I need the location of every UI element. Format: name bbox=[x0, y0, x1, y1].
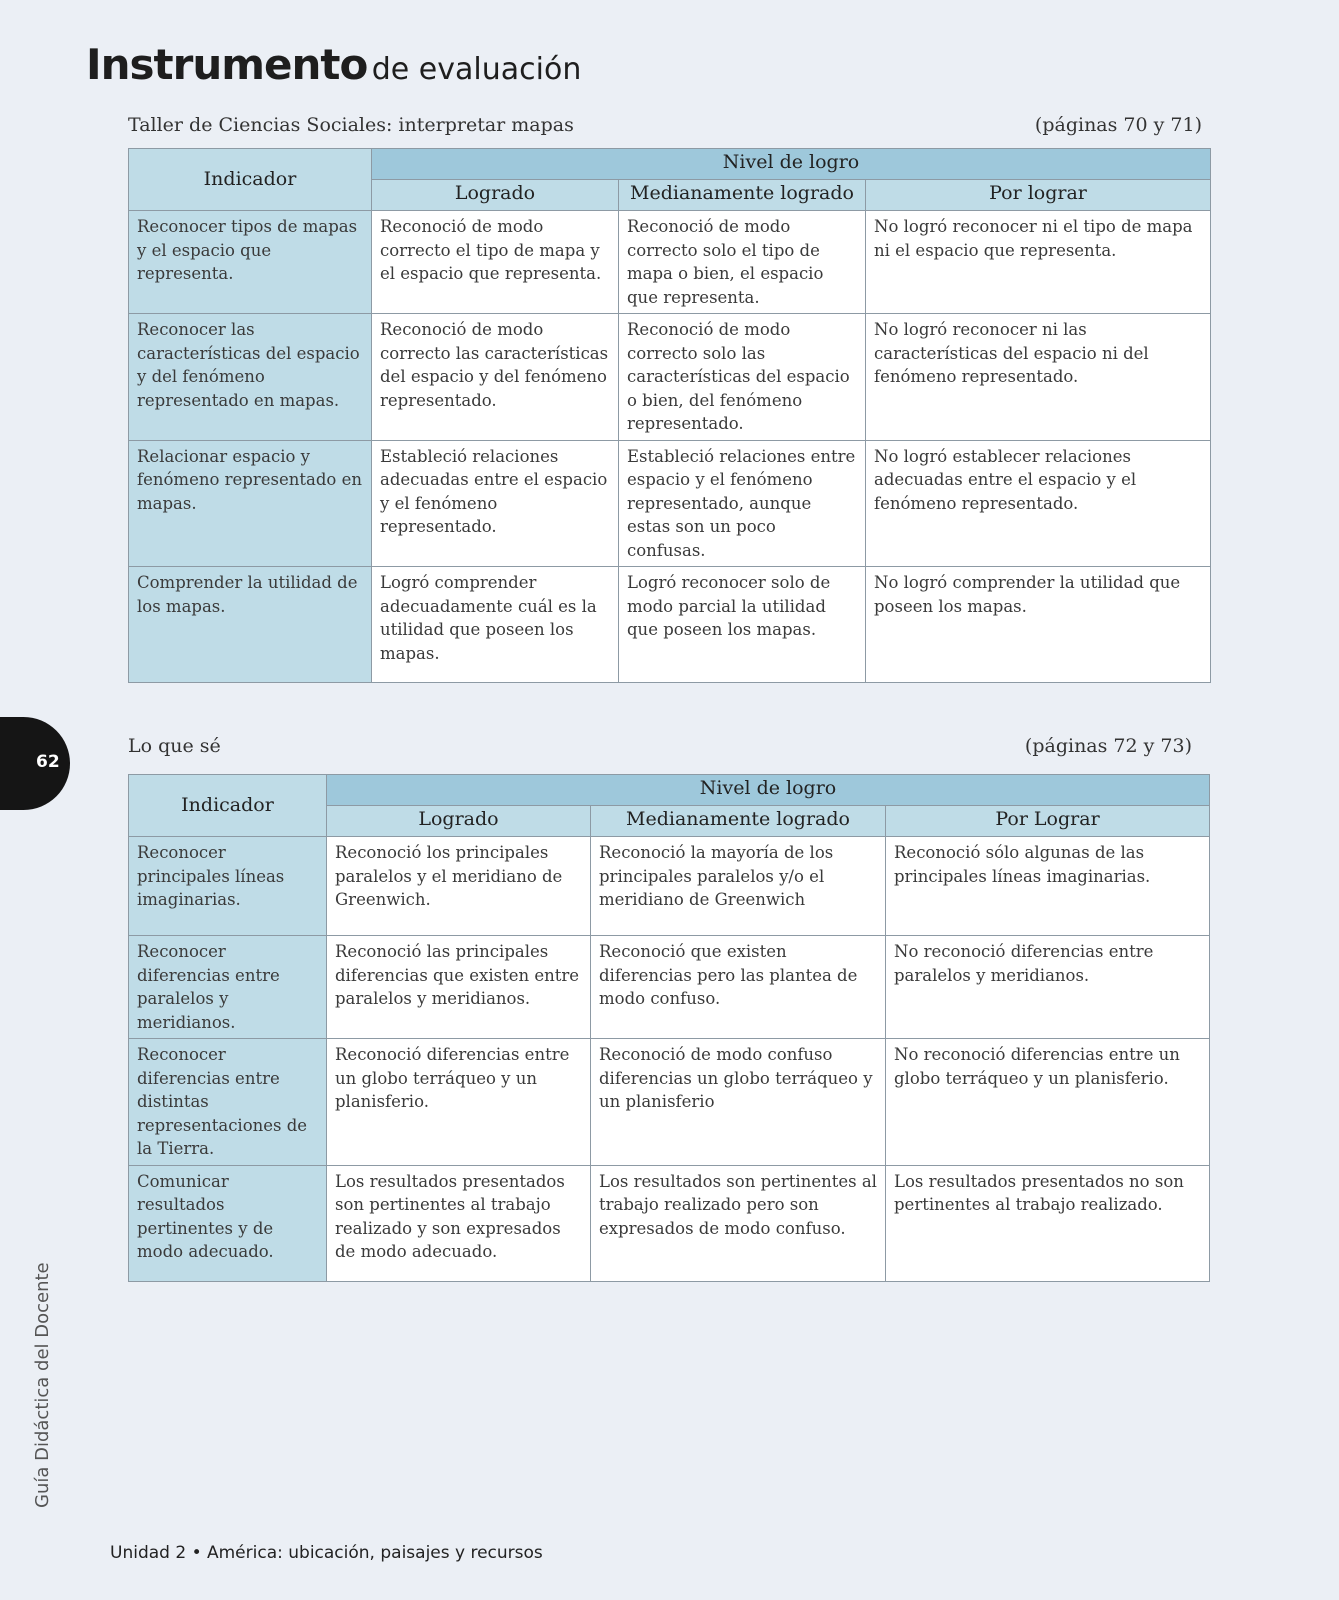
por-lograr-cell: Reconoció sólo algunas de las principales líneas imaginarias. bbox=[886, 837, 1210, 936]
rubric-table-1 bbox=[128, 148, 1211, 683]
header-nivel-de-logro: Nivel de logro bbox=[327, 775, 1210, 806]
page-number: 62 bbox=[36, 752, 60, 772]
footer-text: Unidad 2 • América: ubicación, paisajes y recursos bbox=[110, 1543, 543, 1563]
header-indicator: Indicador bbox=[129, 775, 327, 837]
section-2-pages: (páginas 72 y 73) bbox=[1024, 735, 1192, 757]
logrado-cell: Logró comprender adecuadamente cuál es la utilidad que poseen los mapas. bbox=[372, 567, 619, 683]
indicator-cell: Comunicar resultados pertinentes y de modo adecuado. bbox=[129, 1165, 327, 1281]
medianamente-cell: Los resultados son pertinentes al trabajo realizado pero son expresados de modo confuso. bbox=[591, 1165, 886, 1281]
header-por-lograr: Por lograr bbox=[866, 180, 1211, 211]
table-row bbox=[129, 1165, 1210, 1281]
medianamente-cell: Reconoció de modo correcto solo las características del espacio o bien, del fenómeno representado. bbox=[619, 314, 866, 441]
por-lograr-cell: No logró reconocer ni el tipo de mapa ni el espacio que representa. bbox=[866, 211, 1211, 314]
section-1-title: Taller de Ciencias Sociales: interpretar mapas bbox=[128, 114, 574, 136]
medianamente-cell: Logró reconocer solo de modo parcial la utilidad que poseen los mapas. bbox=[619, 567, 866, 683]
por-lograr-cell: No logró reconocer ni las características del espacio ni del fenómeno representado. bbox=[866, 314, 1211, 441]
indicator-cell: Reconocer diferencias entre paralelos y meridianos. bbox=[129, 936, 327, 1039]
section-1-header bbox=[128, 114, 1202, 136]
medianamente-cell: Reconoció que existen diferencias pero las plantea de modo confuso. bbox=[591, 936, 886, 1039]
table-row bbox=[129, 936, 1210, 1039]
por-lograr-cell: No reconoció diferencias entre paralelos y meridianos. bbox=[886, 936, 1210, 1039]
indicator-cell: Reconocer las características del espacio y del fenómeno representado en mapas. bbox=[129, 314, 372, 441]
logrado-cell: Reconoció los principales paralelos y el meridiano de Greenwich. bbox=[327, 837, 591, 936]
title-light: de evaluación bbox=[371, 52, 582, 87]
medianamente-cell: Reconoció de modo confuso diferencias un globo terráqueo y un planisferio bbox=[591, 1039, 886, 1166]
medianamente-cell: Reconoció de modo correcto solo el tipo de mapa o bien, el espacio que representa. bbox=[619, 211, 866, 314]
table-row bbox=[129, 567, 1211, 683]
header-por-lograr: Por Lograr bbox=[886, 806, 1210, 837]
por-lograr-cell: No logró establecer relaciones adecuadas entre el espacio y el fenómeno representado. bbox=[866, 440, 1211, 567]
header-medianamente-logrado: Medianamente logrado bbox=[591, 806, 886, 837]
section-1-pages: (páginas 70 y 71) bbox=[1034, 114, 1202, 136]
header-logrado: Logrado bbox=[372, 180, 619, 211]
header-indicator: Indicador bbox=[129, 149, 372, 211]
header-medianamente-logrado: Medianamente logrado bbox=[619, 180, 866, 211]
indicator-cell: Reconocer tipos de mapas y el espacio que representa. bbox=[129, 211, 372, 314]
indicator-cell: Comprender la utilidad de los mapas. bbox=[129, 567, 372, 683]
indicator-cell: Relacionar espacio y fenómeno representado en mapas. bbox=[129, 440, 372, 567]
logrado-cell: Reconoció las principales diferencias que existen entre paralelos y meridianos. bbox=[327, 936, 591, 1039]
logrado-cell: Reconoció diferencias entre un globo terráqueo y un planisferio. bbox=[327, 1039, 591, 1166]
por-lograr-cell: Los resultados presentados no son pertinentes al trabajo realizado. bbox=[886, 1165, 1210, 1281]
table-row bbox=[129, 837, 1210, 936]
medianamente-cell: Estableció relaciones entre espacio y el fenómeno representado, aunque estas son un poco confusas. bbox=[619, 440, 866, 567]
title-bold: Instrumento bbox=[86, 40, 368, 89]
indicator-cell: Reconocer diferencias entre distintas representaciones de la Tierra. bbox=[129, 1039, 327, 1166]
rubric-table-2 bbox=[128, 774, 1210, 1282]
section-2-title: Lo que sé bbox=[128, 735, 221, 757]
logrado-cell: Estableció relaciones adecuadas entre el espacio y el fenómeno representado. bbox=[372, 440, 619, 567]
table-row bbox=[129, 440, 1211, 567]
page-number-tab bbox=[0, 717, 70, 810]
logrado-cell: Los resultados presentados son pertinentes al trabajo realizado y son expresados de modo adecuado. bbox=[327, 1165, 591, 1281]
logrado-cell: Reconoció de modo correcto el tipo de mapa y el espacio que representa. bbox=[372, 211, 619, 314]
side-label: Guía Didáctica del Docente bbox=[32, 1262, 53, 1508]
indicator-cell: Reconocer principales líneas imaginarias. bbox=[129, 837, 327, 936]
page-title bbox=[86, 40, 581, 89]
table-row bbox=[129, 1039, 1210, 1166]
por-lograr-cell: No logró comprender la utilidad que poseen los mapas. bbox=[866, 567, 1211, 683]
por-lograr-cell: No reconoció diferencias entre un globo terráqueo y un planisferio. bbox=[886, 1039, 1210, 1166]
medianamente-cell: Reconoció la mayoría de los principales paralelos y/o el meridiano de Greenwich bbox=[591, 837, 886, 936]
table-row bbox=[129, 211, 1211, 314]
section-2-header bbox=[128, 735, 1192, 757]
logrado-cell: Reconoció de modo correcto las características del espacio y del fenómeno representado. bbox=[372, 314, 619, 441]
table-row bbox=[129, 314, 1211, 441]
header-nivel-de-logro: Nivel de logro bbox=[372, 149, 1211, 180]
header-logrado: Logrado bbox=[327, 806, 591, 837]
